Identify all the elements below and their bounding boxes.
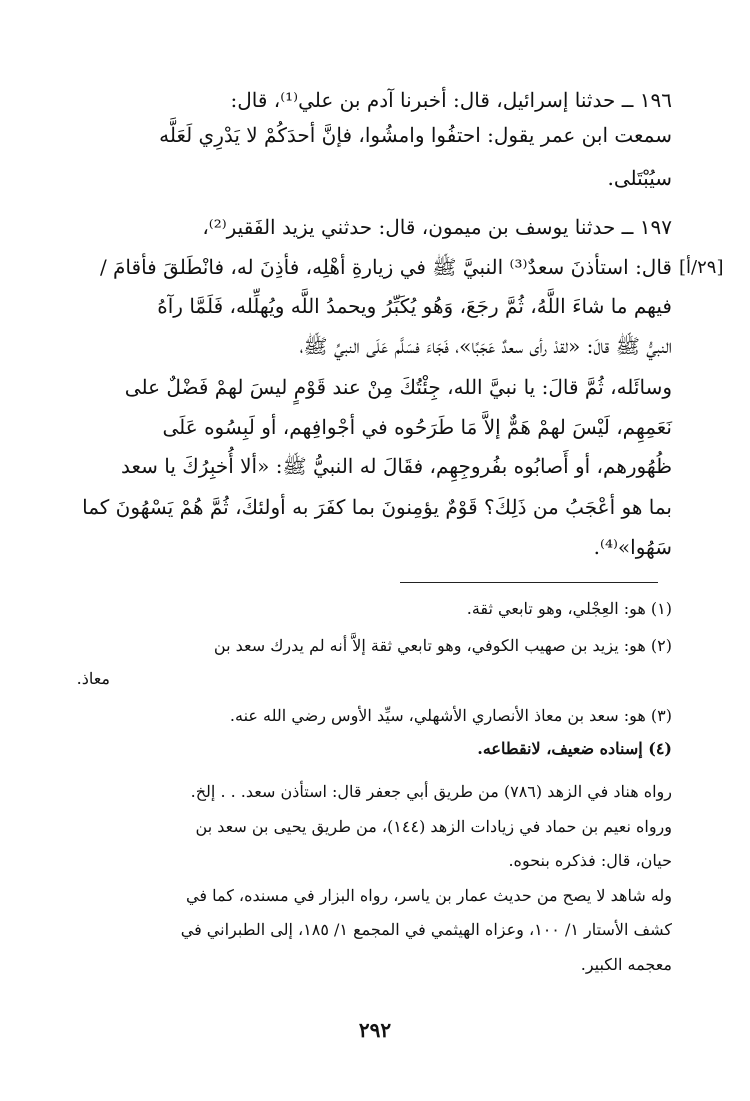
hadith-197-line-5: وسائَله، ثُمَّ قالَ: يا نبيَّ الله، جِئْتُكَ مِنْ عند قَوْمٍ ليسَ لهمْ فَضْلٌ على bbox=[124, 375, 672, 399]
hadith-197-line-2: قال: استأذنَ سعدٌ⁽³⁾ النبيَّ ﷺ في زيارةِ أهْلِه، فأذِنَ له، فانْطَلقَ فأقامَ / bbox=[99, 255, 672, 279]
footnote-4-line-4: وله شاهد لا يصح من حديث عمار بن ياسر، رواه البزار في مسنده، كما في bbox=[186, 886, 672, 905]
hadith-197-line-4: النبيُّ ﷺ قالَ: «لقدْ رأى سعدٌ عَجَبًا»، فَجَاءَ فسَلَّم عَلَى النبيِّ ﷺ، bbox=[299, 334, 672, 358]
footnote-4-line-5: كشف الأستار ١/ ١٠٠، وعزاه الهيثمي في المجمع ١/ ١٨٥، إلى الطبراني في bbox=[180, 920, 672, 939]
footnote-1: (١) هو: العِجْلي، وهو تابعي ثقة. bbox=[466, 599, 672, 618]
hadith-197-line-8: بما هو أعْجَبُ من ذَلِكَ؟ قَوْمٌ يؤمِنونَ بما كفَرَ به أولئكَ، ثُمَّ هُمْ يَسْهُونَ كما bbox=[82, 495, 672, 519]
hadith-197-line-1: ١٩٧ ــ حدثنا يوسف بن ميمون، قال: حدثني يزيد الفَقير⁽²⁾، bbox=[202, 215, 672, 239]
footnote-2-line-2: معاذ. bbox=[76, 669, 110, 688]
manuscript-folio-ref: [٢٩/أ] bbox=[679, 257, 724, 278]
hadith-196-line-3: سيُبْتَلى. bbox=[607, 166, 672, 190]
footnote-3: (٣) هو: سعد بن معاذ الأنصاري الأشهلي، سيِّد الأوس رضي الله عنه. bbox=[229, 706, 672, 725]
hadith-197-line-3: فيهم ما شاءَ اللَّهُ، ثُمَّ رجَعَ، وَهُو يُكَبِّرُ ويحمدُ اللَّه ويُهلِّله، فَلَمَّا رآهُ bbox=[157, 294, 672, 318]
page-number: ٢٩٢ bbox=[358, 1018, 392, 1042]
footnote-4-line-2: ورواه نعيم بن حماد في زيادات الزهد (١٤٤)، من طريق يحيى بن سعد بن bbox=[195, 817, 672, 836]
hadith-197-line-9: سَهُوا»⁽⁴⁾. bbox=[593, 535, 672, 559]
hadith-196-line-1: ١٩٦ ــ حدثنا إسرائيل، قال: أخبرنا آدم بن علي⁽¹⁾، قال: bbox=[230, 88, 672, 112]
hadith-197-line-7: ظُهُورهم، أو أَصابُوه بفُروجِهِم، فقَالَ له النبيُّ ﷺ: «ألا أُخبِرُكَ يا سعد bbox=[121, 454, 672, 478]
footnote-4-line-1: رواه هناد في الزهد (٧٨٦) من طريق أبي جعفر قال: استأذن سعد. . . إلخ. bbox=[190, 782, 672, 801]
footnote-4-line-6: معجمه الكبير. bbox=[580, 955, 672, 974]
hadith-196-line-2: سمعت ابن عمر يقول: احتفُوا وامشُوا، فإنَّ أحدَكُمْ لا يَدْرِي لَعَلَّه bbox=[159, 123, 672, 147]
footnote-4-line-3: حيان، قال: فذكره بنحوه. bbox=[508, 851, 672, 870]
footnote-4-label: (٤) إسناده ضعيف، لانقطاعه. bbox=[477, 739, 672, 758]
footnote-2-line-1: (٢) هو: يزيد بن صهيب الكوفي، وهو تابعي ثقة إلاَّ أنه لم يدرك سعد بن bbox=[213, 636, 672, 655]
hadith-197-line-6: نَعَمِهِم، لَيْسَ لهمْ هَمٌّ إلاَّ مَا طَرَحُوه في أجْوافِهم، أو لَبِسُوه عَلَى bbox=[162, 415, 672, 439]
footnote-separator bbox=[400, 582, 658, 583]
